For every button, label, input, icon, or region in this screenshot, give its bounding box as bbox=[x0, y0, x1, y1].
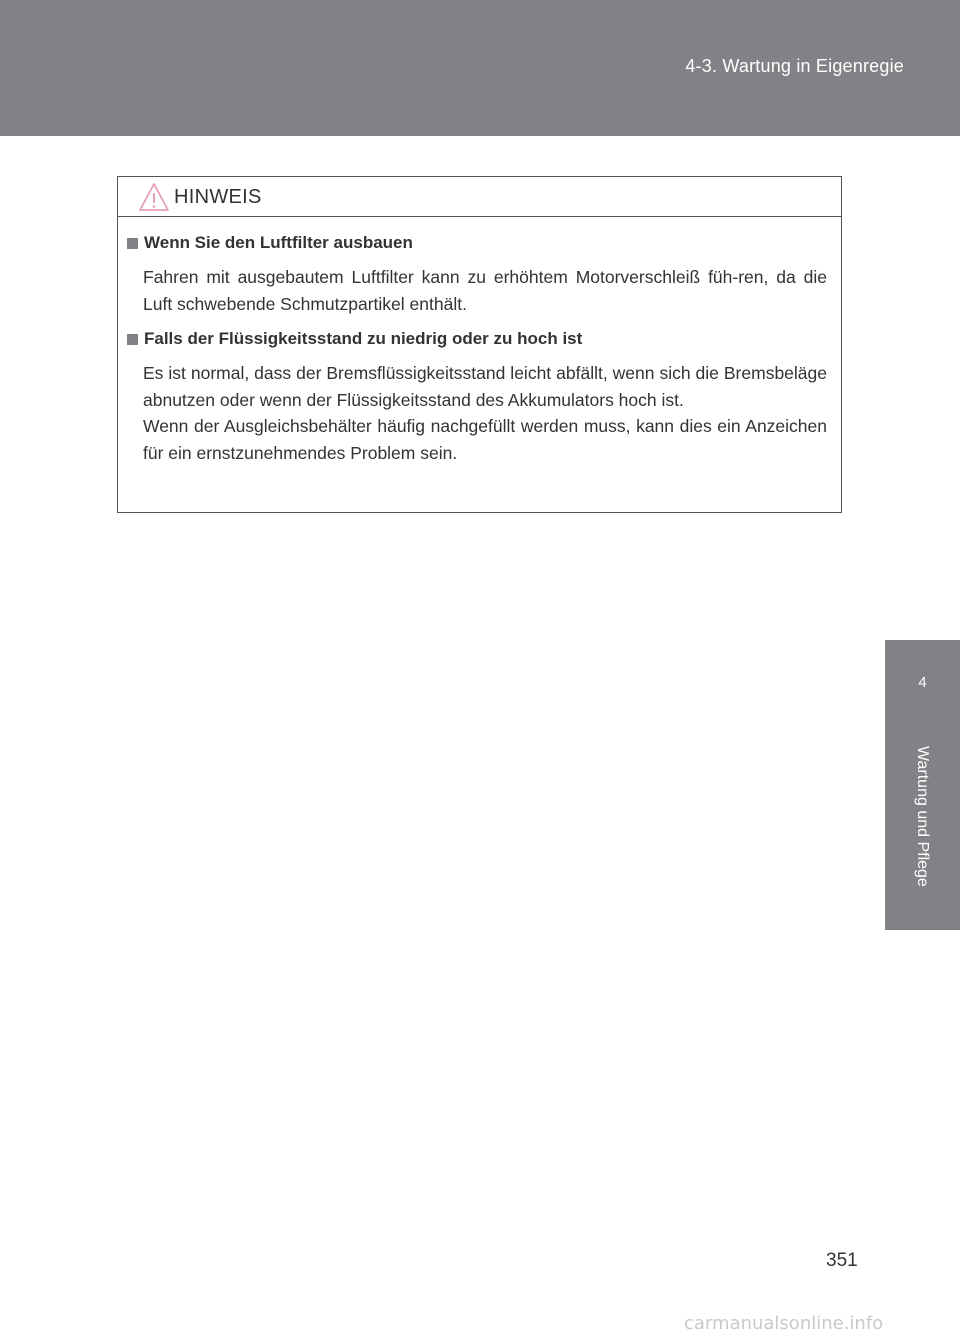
square-bullet-icon bbox=[127, 334, 138, 345]
item-paragraph: Fahren mit ausgebautem Luftfilter kann zu erhöhtem Motorverschleiß füh-ren, da die Luft schwebende Schmutzpartikel enthält. bbox=[143, 267, 827, 314]
item-heading-text: Falls der Flüssigkeitsstand zu niedrig oder zu hoch ist bbox=[144, 329, 583, 348]
item-text bbox=[126, 360, 827, 466]
chapter-number: 4 bbox=[918, 674, 927, 691]
item-text bbox=[126, 264, 827, 317]
chapter-label: Wartung und Pflege bbox=[914, 746, 931, 887]
item-heading-text: Wenn Sie den Luftfilter ausbauen bbox=[144, 233, 413, 252]
chapter-tab bbox=[885, 640, 960, 930]
notice-title: HINWEIS bbox=[174, 186, 262, 208]
square-bullet-icon bbox=[127, 238, 138, 249]
warning-triangle-icon bbox=[138, 182, 170, 212]
notice-header bbox=[118, 177, 841, 217]
notice-box bbox=[117, 176, 842, 513]
item-paragraph: Es ist normal, dass der Bremsflüssigkeitsstand leicht abfällt, wenn sich die Bremsbeläge abnutzen oder wenn der Flüssigkeitsstand des Akkumulators hoch ist. bbox=[143, 363, 827, 410]
item-paragraph: Wenn der Ausgleichsbehälter häufig nachgefüllt werden muss, kann dies ein Anzeichen für ein ernstzunehmendes Problem sein. bbox=[143, 416, 827, 463]
section-title: 4-3. Wartung in Eigenregie bbox=[685, 56, 904, 76]
item-heading bbox=[126, 329, 827, 349]
watermark-text: carmanualsonline.info bbox=[684, 1313, 884, 1334]
notice-body bbox=[118, 217, 841, 466]
notice-item-air-filter bbox=[126, 233, 827, 317]
item-heading bbox=[126, 233, 827, 253]
notice-item-fluid-level bbox=[126, 329, 827, 466]
header-band bbox=[0, 0, 960, 136]
page-number: 351 bbox=[826, 1250, 858, 1271]
